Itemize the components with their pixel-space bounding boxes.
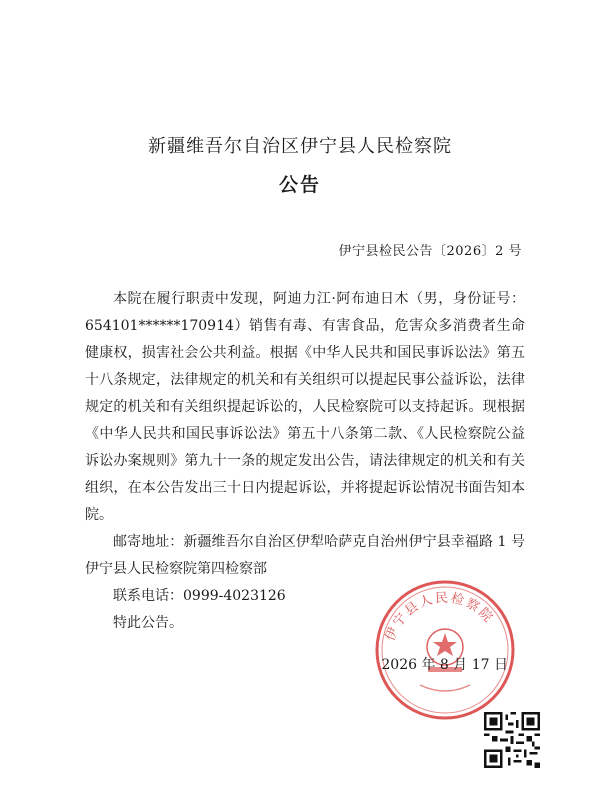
qr-code-icon [484,712,540,768]
issuing-organization: 新疆维吾尔自治区伊宁县人民检察院 [148,136,452,157]
contact-phone: 联系电话：0999-4023126 [113,588,286,604]
issue-date: 2026 年 8 月 17 日 [381,657,508,673]
document-title: 公告 [278,174,321,196]
main-paragraph: 本院在履行职责中发现，阿迪力江·阿布迪日木（男，身份证号：654101******170914）销售有毒、有害食品，危害众多消费者生命健康权，损害社会公共利益。根据《中华人民共和国民事诉讼法》第五十八条规定，法律规定的机关和有关组织可以提起民事公益诉讼，法律规定的机关和有关组织提起诉讼的，人民检察院可以支持起诉。现根据《中华人民共和国民事诉讼法》第五十八条第二款、《人民检察院公益诉讼办案规则》第九十一条的规定发出公告，请法律规定的机关和有关组织，在本公告发出三十日内提起诉讼，并将提起诉讼情况书面告知本院。 [85,291,525,523]
document-number: 伊宁县检民公告〔2026〕2 号 [338,244,522,259]
svg-text:伊宁县人民检察院: 伊宁县人民检察院 [383,590,497,644]
closing-line: 特此公告。 [113,615,183,631]
mailing-address: 邮寄地址：新疆维吾尔自治区伊犁哈萨克自治州伊宁县幸福路 1 号伊宁县人民检察院第四检察部 [85,534,525,577]
official-seal-icon [370,575,520,725]
